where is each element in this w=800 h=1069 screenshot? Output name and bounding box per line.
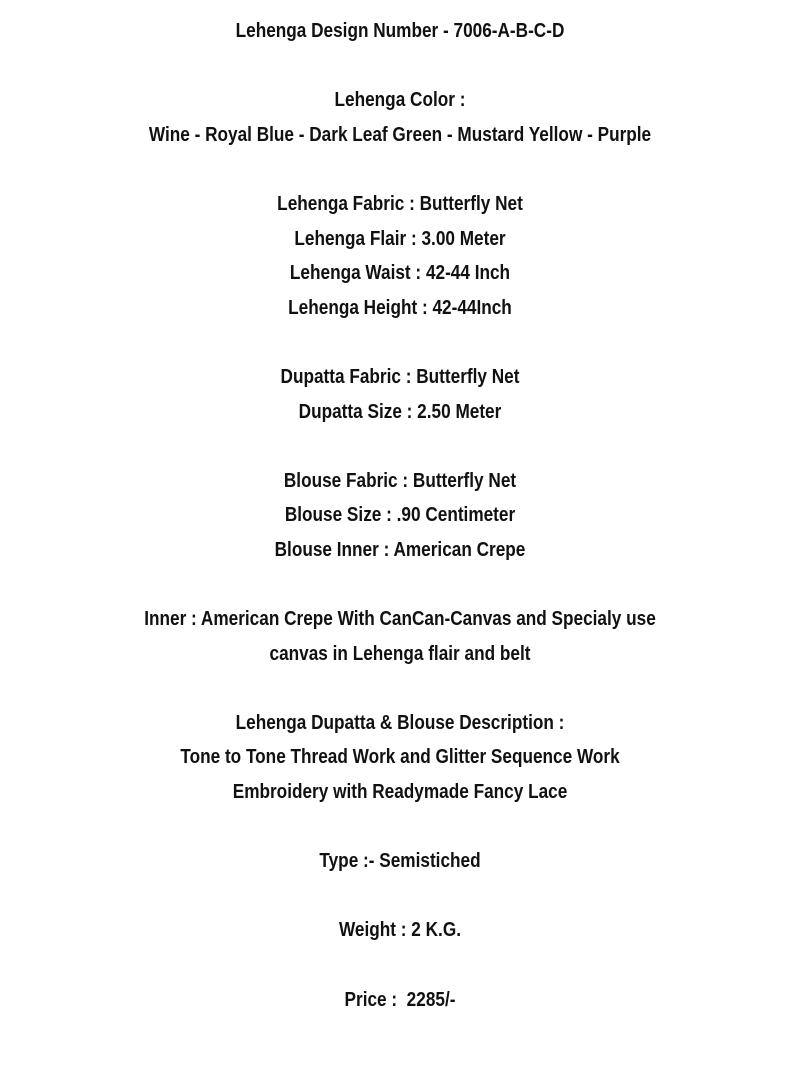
product-spec-document: [56, 14, 744, 1017]
lehenga-fabric: Lehenga Fabric : Butterfly Net: [277, 192, 523, 215]
spacer: [56, 879, 744, 914]
dupatta-fabric: Dupatta Fabric : Butterfly Net: [280, 365, 520, 388]
spacer: [56, 152, 744, 187]
design-number-title: Lehenga Design Number - 7006-A-B-C-D: [235, 20, 565, 42]
description-heading: Lehenga Dupatta & Blouse Description :: [235, 711, 565, 734]
blouse-inner: Blouse Inner : American Crepe: [274, 538, 526, 561]
description-line-2: Embroidery with Readymade Fancy Lace: [232, 781, 568, 804]
price-text: Price : 2285/-: [344, 988, 456, 1011]
spacer: [56, 429, 744, 464]
lehenga-height: Lehenga Height : 42-44Inch: [288, 296, 512, 319]
spacer: [56, 568, 744, 603]
spacer: [56, 810, 744, 845]
color-values: Wine - Royal Blue - Dark Leaf Green - Mustard Yellow - Purple: [148, 123, 652, 146]
spacer: [56, 325, 744, 360]
weight-text: Weight : 2 K.G.: [338, 919, 461, 942]
blouse-size: Blouse Size : .90 Centimeter: [284, 504, 516, 527]
spacer: [56, 49, 744, 84]
inner-line-2: canvas in Lehenga flair and belt: [269, 642, 531, 665]
type-text: Type :- Semistiched: [319, 850, 481, 873]
spacer: [56, 948, 744, 983]
lehenga-flair: Lehenga Flair : 3.00 Meter: [294, 227, 506, 250]
color-heading: Lehenga Color :: [334, 89, 466, 112]
lehenga-waist: Lehenga Waist : 42-44 Inch: [289, 262, 511, 285]
dupatta-size: Dupatta Size : 2.50 Meter: [298, 400, 502, 423]
description-line-1: Tone to Tone Thread Work and Glitter Sequence Work: [180, 746, 620, 769]
inner-line-1: Inner : American Crepe With CanCan-Canvas and Specialy use: [144, 608, 656, 631]
spacer: [56, 671, 744, 706]
blouse-fabric: Blouse Fabric : Butterfly Net: [283, 469, 517, 492]
